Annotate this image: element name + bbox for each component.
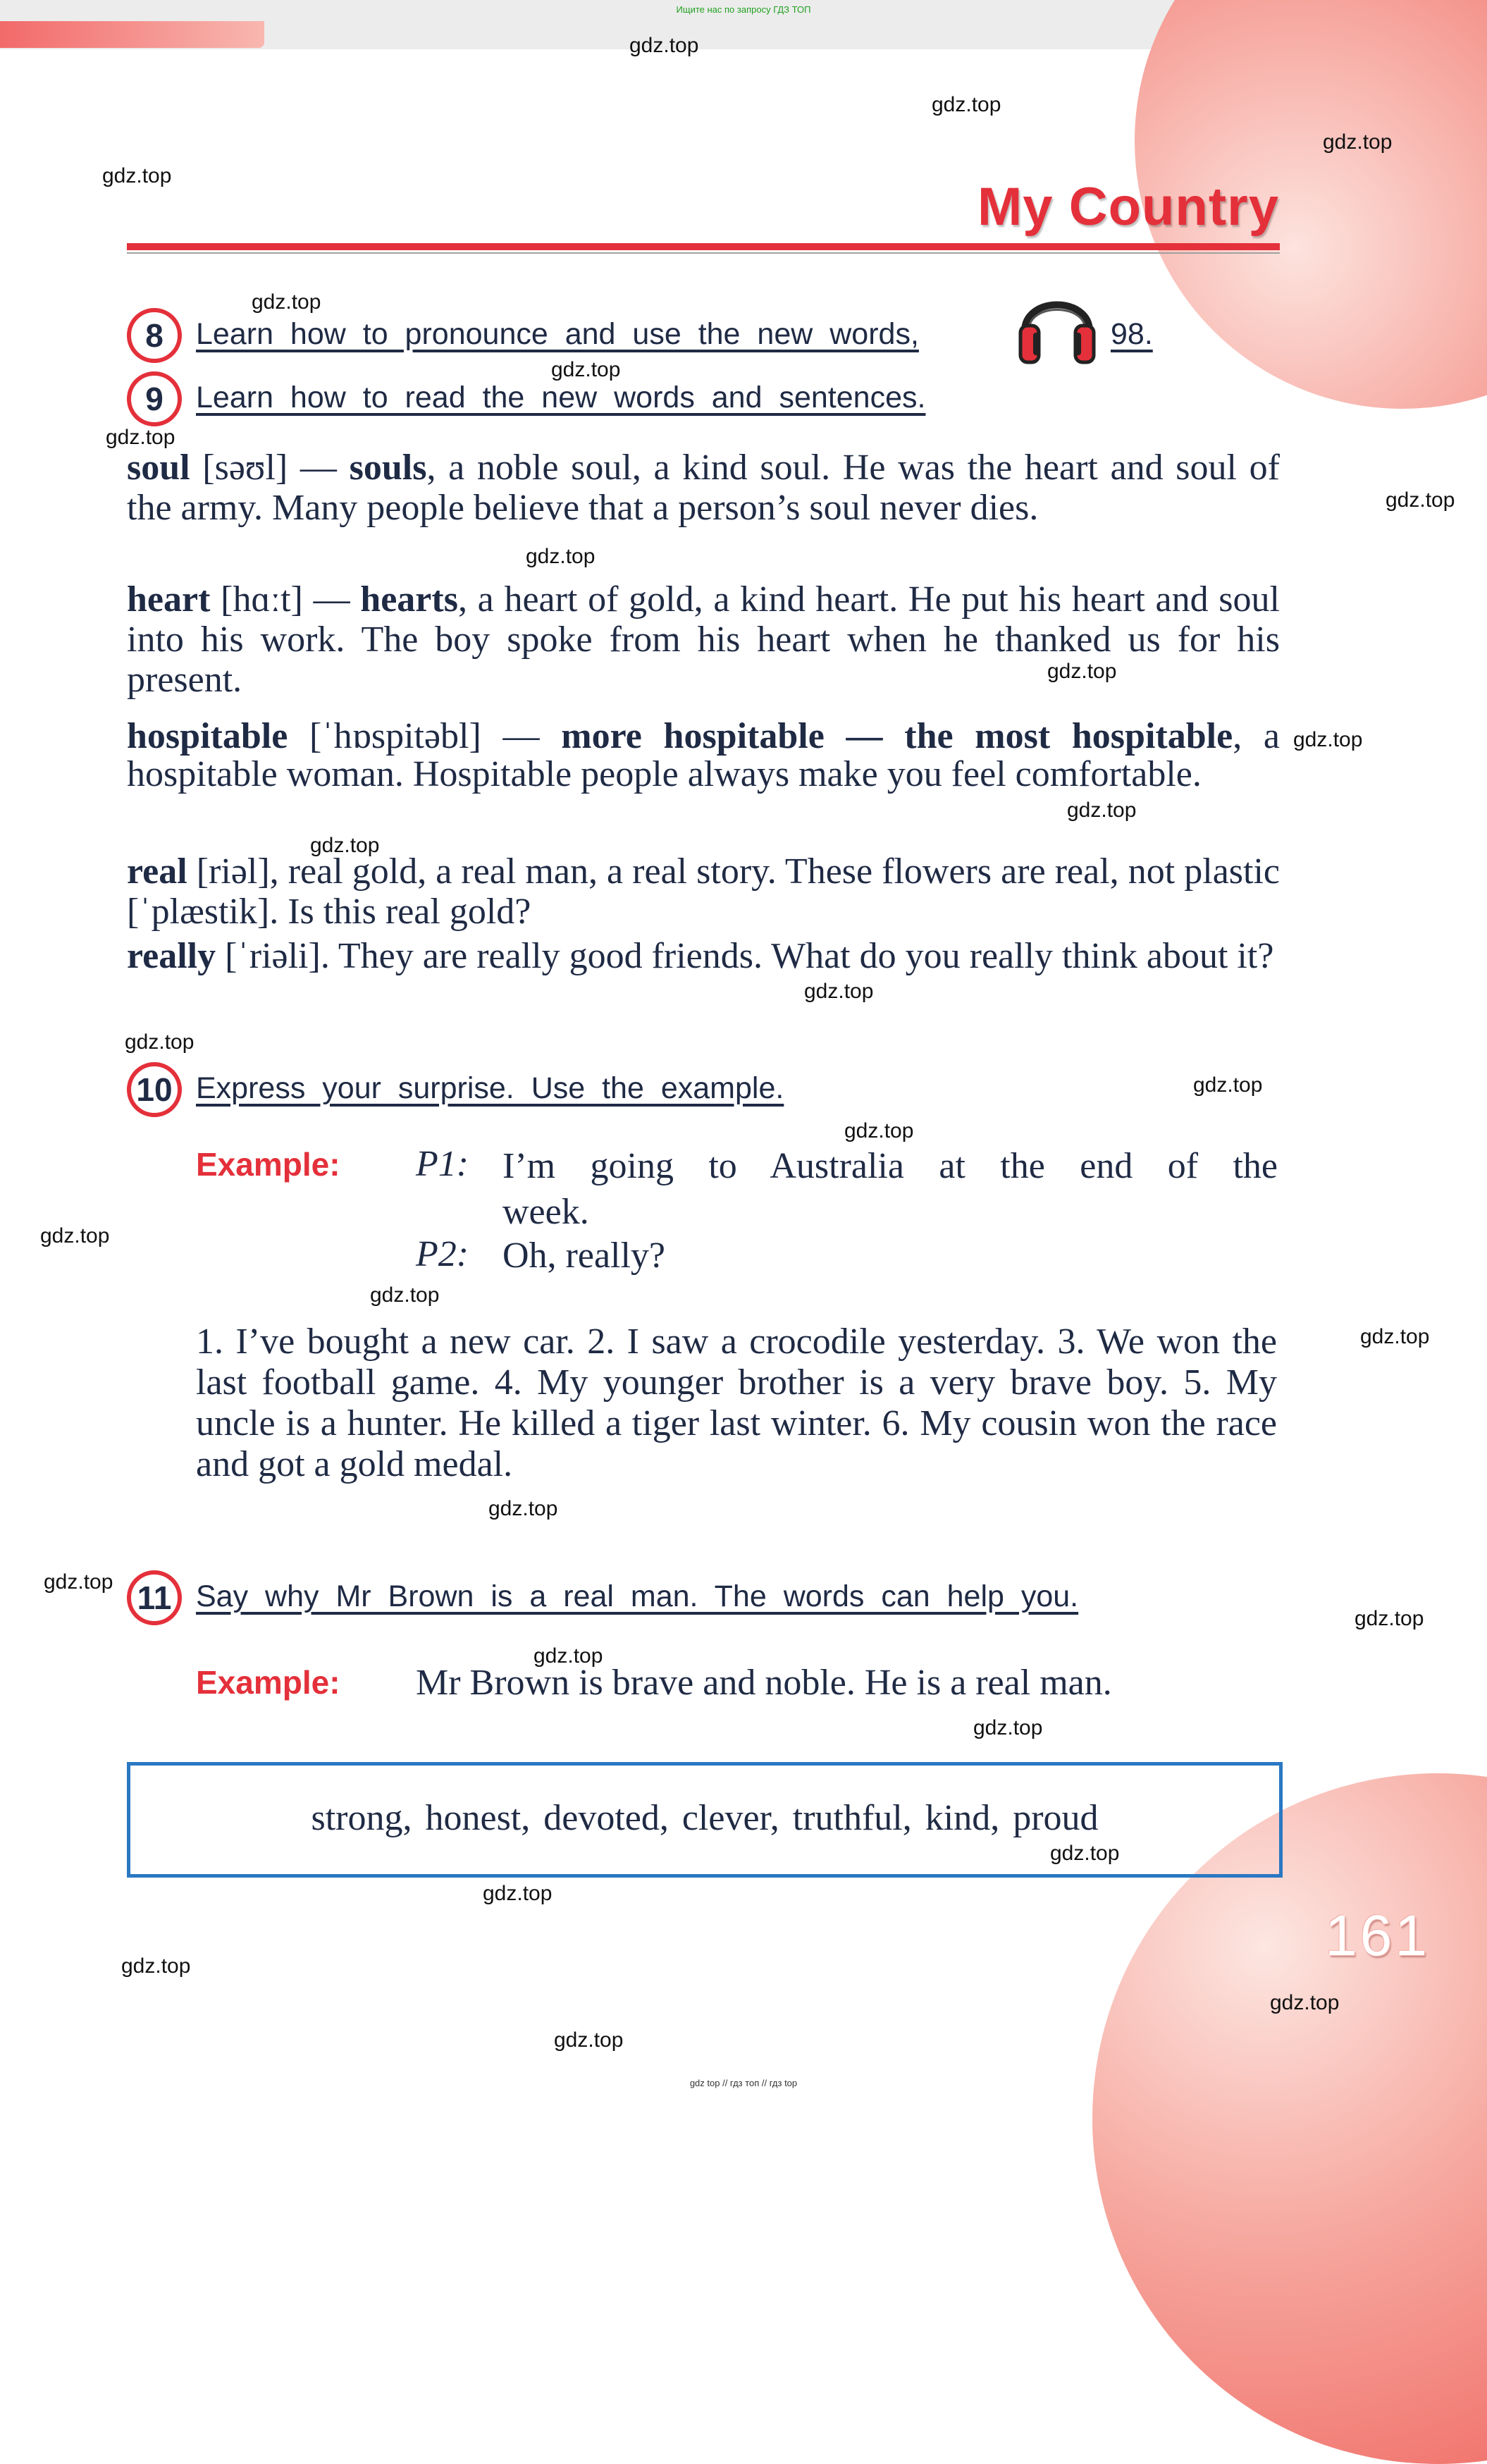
watermark: gdz.top	[102, 164, 172, 187]
example-10-p1-line1: I’m going to Australia at the end of the	[502, 1146, 1278, 1186]
watermark: gdz.top	[1293, 728, 1363, 751]
word-box-text: strong, honest, devoted, clever, truthful, kind, proud	[311, 1798, 1099, 1838]
watermark: gdz.top	[804, 980, 874, 1003]
entry-really	[127, 937, 1280, 975]
watermark: gdz.top	[310, 834, 380, 857]
examples-real: [riəl], real gold, a real man, a real story. These flowers are real, not plastic [ˈplæstik]. Is this real gold?	[127, 851, 1280, 932]
watermark: gdz.top	[526, 545, 596, 568]
transcription-heart: [hɑːt] —	[210, 579, 361, 620]
forms-hospitable: more hospitable — the most hospitable	[561, 716, 1233, 756]
example-10-p2-line: Oh, really?	[502, 1236, 666, 1276]
page-number: 161	[1325, 1904, 1430, 1968]
task-10-number: 10	[127, 1062, 182, 1117]
task-10-instruction: Express your surprise. Use the example.	[196, 1071, 784, 1105]
watermark: gdz.top	[483, 1882, 553, 1905]
headword-soul: soul	[127, 448, 190, 488]
examples-heart: , a heart of gold, a kind heart. He put his heart and soul into his work. The boy spoke from his heart when he thanked us for his present.	[127, 579, 1280, 700]
watermark: gdz.top	[370, 1283, 440, 1307]
watermark: gdz.top	[40, 1224, 110, 1248]
entry-hospitable	[127, 717, 1280, 794]
examples-hospitable: , a hospitable woman. Hospitable people always make you feel comfortable.	[127, 716, 1280, 794]
watermark: gdz.top	[1067, 799, 1137, 822]
top-red-tab	[0, 21, 264, 48]
task-8-instruction: Learn how to pronounce and use the new words,	[196, 317, 919, 351]
task-9-instruction: Learn how to read the new words and sentences.	[196, 381, 926, 414]
examples-soul: , a noble soul, a kind soul. He was the heart and soul of the army. Many people believe that a person’s soul never dies.	[127, 448, 1280, 528]
title-rule-shadow	[127, 252, 1280, 254]
task-11-instruction: Say why Mr Brown is a real man. The words can help you.	[196, 1579, 1079, 1613]
task-8-track: 98.	[1111, 317, 1153, 351]
watermark: gdz.top	[1270, 1991, 1340, 2014]
task-8-number: 8	[127, 308, 182, 363]
page-title: My Country	[977, 177, 1279, 237]
watermark: gdz.top	[252, 290, 321, 314]
task-9-number: 9	[127, 371, 182, 426]
watermark: gdz.top	[44, 1570, 113, 1594]
top-note: Ищите нас по запросу ГДЗ ТОП	[676, 4, 811, 15]
watermark: gdz.top	[121, 1954, 191, 1978]
headword-real: real	[127, 851, 187, 892]
watermark: gdz.top	[1193, 1073, 1263, 1097]
title-rule	[127, 243, 1280, 250]
watermark: gdz.top	[844, 1119, 914, 1142]
example-11-text: Mr Brown is brave and noble. He is a real man.	[416, 1663, 1112, 1703]
footer-note: gdz top // гдз топ // гдз top	[689, 2078, 798, 2088]
entry-soul	[127, 448, 1280, 528]
transcription-soul: [səʊl] —	[190, 448, 350, 488]
example-10-p1-line2: week.	[502, 1192, 589, 1232]
headword-really: really	[127, 936, 216, 976]
task-11-number: 11	[127, 1570, 182, 1625]
watermark: gdz.top	[973, 1716, 1043, 1739]
watermark: gdz.top	[1355, 1607, 1424, 1630]
forms-heart: hearts	[360, 579, 458, 620]
watermark: gdz.top	[1047, 660, 1117, 683]
example-11-label: Example:	[196, 1664, 340, 1701]
headword-heart: heart	[127, 579, 211, 620]
watermark: gdz.top	[551, 358, 621, 381]
task-10-items: 1. I’ve bought a new car. 2. I saw a crocodile yesterday. 3. We won the last football game. 4. My younger brother is a very brave boy. 5. My uncle is a hunter. He killed a tiger last winter. 6. My cousin won the race and got a gold medal.	[196, 1322, 1277, 1484]
headword-hospitable: hospitable	[127, 716, 288, 756]
watermark: gdz.top	[1323, 130, 1393, 154]
watermark: gdz.top	[106, 426, 175, 449]
watermark: gdz.top	[554, 2028, 624, 2052]
forms-soul: souls	[349, 448, 427, 488]
watermark: gdz.top	[488, 1497, 558, 1520]
transcription-hospitable: [ˈhɒspitəbl] —	[288, 716, 562, 756]
speaker-1: P1:	[416, 1144, 469, 1184]
speaker-2: P2:	[416, 1234, 469, 1274]
watermark: gdz.top	[1050, 1842, 1120, 1865]
example-10-label: Example:	[196, 1146, 340, 1183]
watermark: gdz.top	[629, 34, 699, 57]
watermark: gdz.top	[533, 1644, 603, 1668]
entry-real	[127, 851, 1280, 932]
watermark: gdz.top	[125, 1030, 195, 1054]
headphones-icon[interactable]	[1015, 281, 1099, 365]
examples-really: [ˈriəli]. They are really good friends. What do you really think about it?	[216, 936, 1274, 976]
watermark: gdz.top	[1360, 1325, 1430, 1348]
watermark: gdz.top	[932, 93, 1001, 116]
watermark: gdz.top	[1386, 488, 1455, 512]
